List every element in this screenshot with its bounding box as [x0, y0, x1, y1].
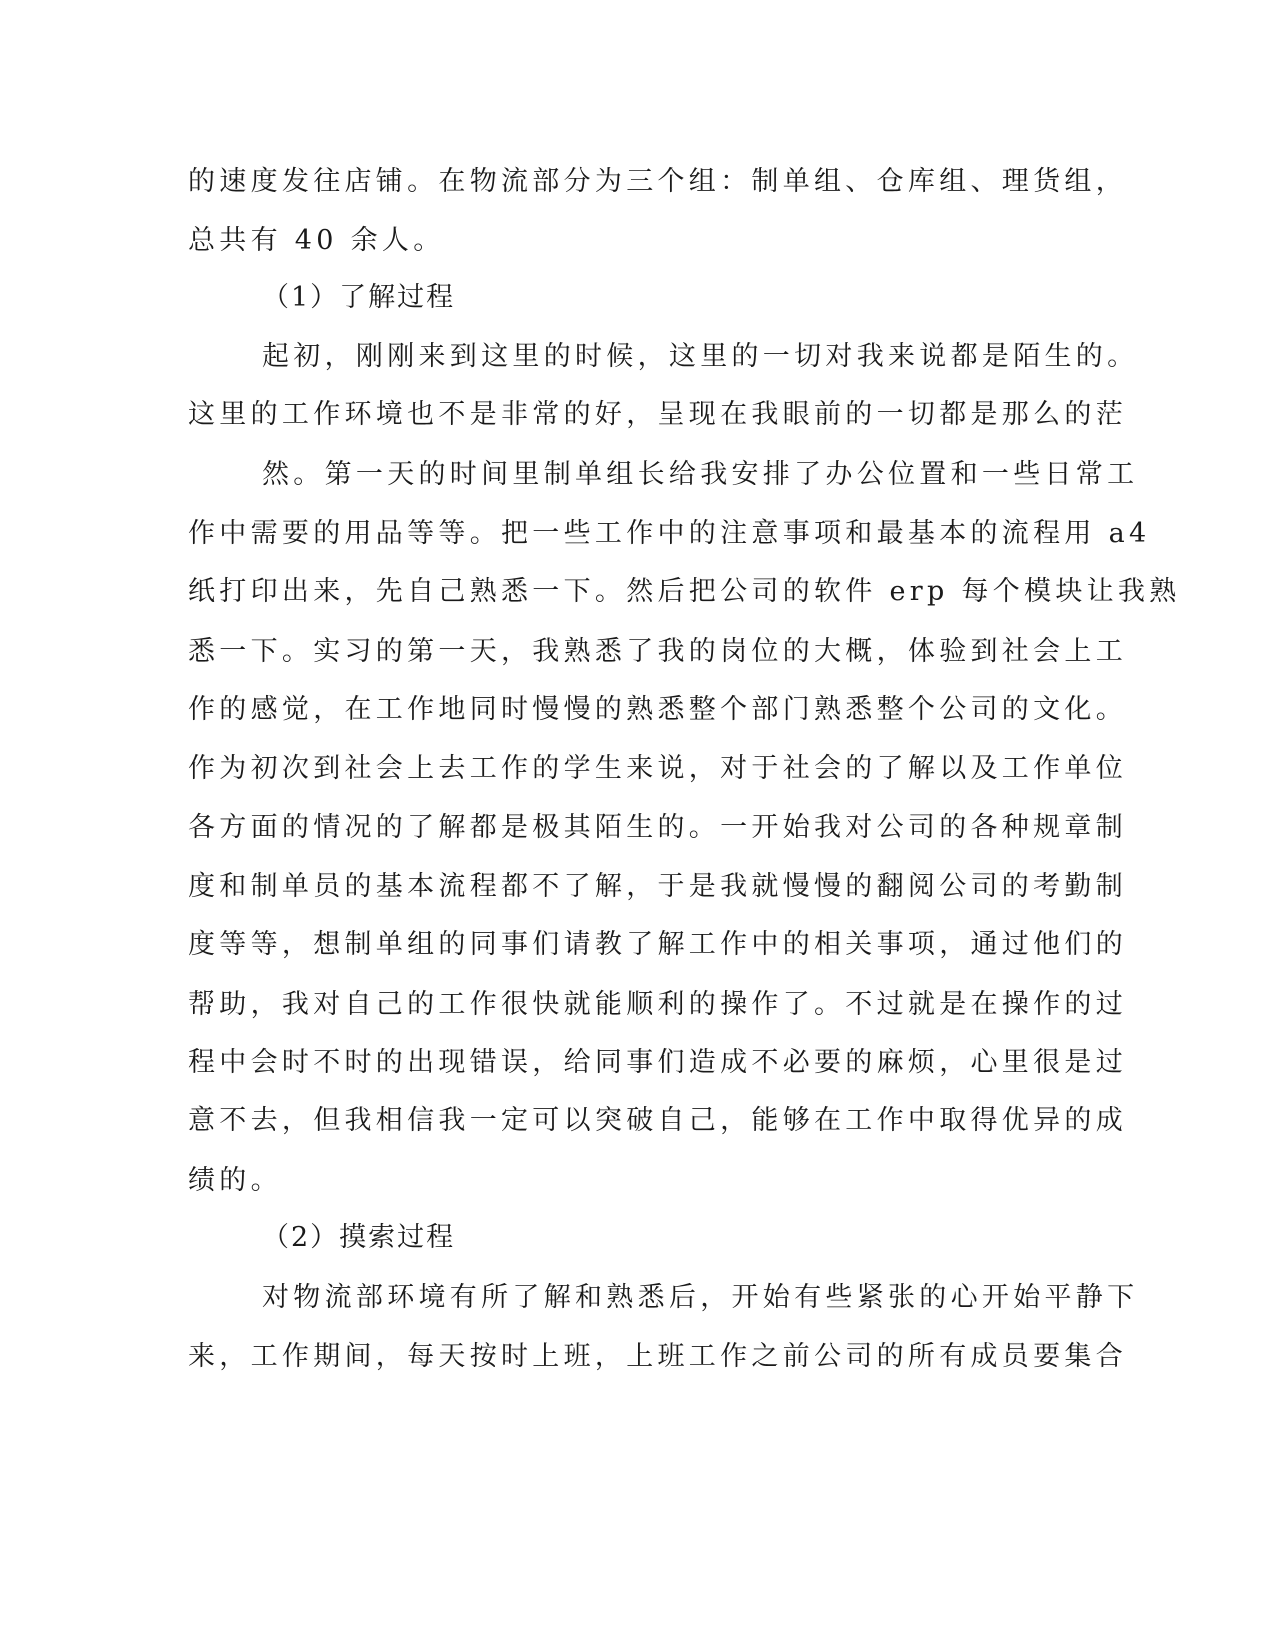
text-line: 度和制单员的基本流程都不了解，于是我就慢慢的翻阅公司的考勤制 — [188, 871, 1127, 902]
text-line: 度等等，想制单组的同事们请教了解工作中的相关事项，通过他们的 — [188, 929, 1127, 960]
text-line: 的速度发往店铺。在物流部分为三个组：制单组、仓库组、理货组， — [188, 166, 1127, 197]
text-line: 各方面的情况的了解都是极其陌生的。一开始我对公司的各种规章制 — [188, 812, 1127, 843]
text-line: 作为初次到社会上去工作的学生来说，对于社会的了解以及工作单位 — [188, 753, 1127, 784]
paragraph-start: 起初，刚刚来到这里的时候，这里的一切对我来说都是陌生的。 — [262, 341, 1139, 372]
text-line: 作的感觉，在工作地同时慢慢的熟悉整个部门熟悉整个公司的文化。 — [188, 694, 1127, 725]
paragraph-start: 对物流部环境有所了解和熟悉后，开始有些紧张的心开始平静下 — [262, 1282, 1139, 1313]
section-heading: （2）摸索过程 — [262, 1222, 456, 1253]
text-line: 来，工作期间，每天按时上班，上班工作之前公司的所有成员要集合 — [188, 1341, 1127, 1372]
text-line: 作中需要的用品等等。把一些工作中的注意事项和最基本的流程用 a4 — [188, 518, 1151, 549]
text-line: 绩的。 — [188, 1165, 282, 1196]
text-line: 纸打印出来，先自己熟悉一下。然后把公司的软件 erp 每个模块让我熟 — [188, 576, 1181, 607]
text-line: 程中会时不时的出现错误，给同事们造成不必要的麻烦，心里很是过 — [188, 1047, 1127, 1078]
text-line: 意不去，但我相信我一定可以突破自己，能够在工作中取得优异的成 — [188, 1105, 1127, 1136]
text-line: 这里的工作环境也不是非常的好，呈现在我眼前的一切都是那么的茫 — [188, 399, 1127, 430]
paragraph-start: 然。第一天的时间里制单组长给我安排了办公位置和一些日常工 — [262, 459, 1139, 490]
text-line: 帮助，我对自己的工作很快就能顺利的操作了。不过就是在操作的过 — [188, 989, 1127, 1020]
section-heading: （1）了解过程 — [262, 282, 456, 313]
text-line: 总共有 40 余人。 — [188, 225, 445, 256]
text-line: 悉一下。实习的第一天，我熟悉了我的岗位的大概，体验到社会上工 — [188, 636, 1127, 667]
